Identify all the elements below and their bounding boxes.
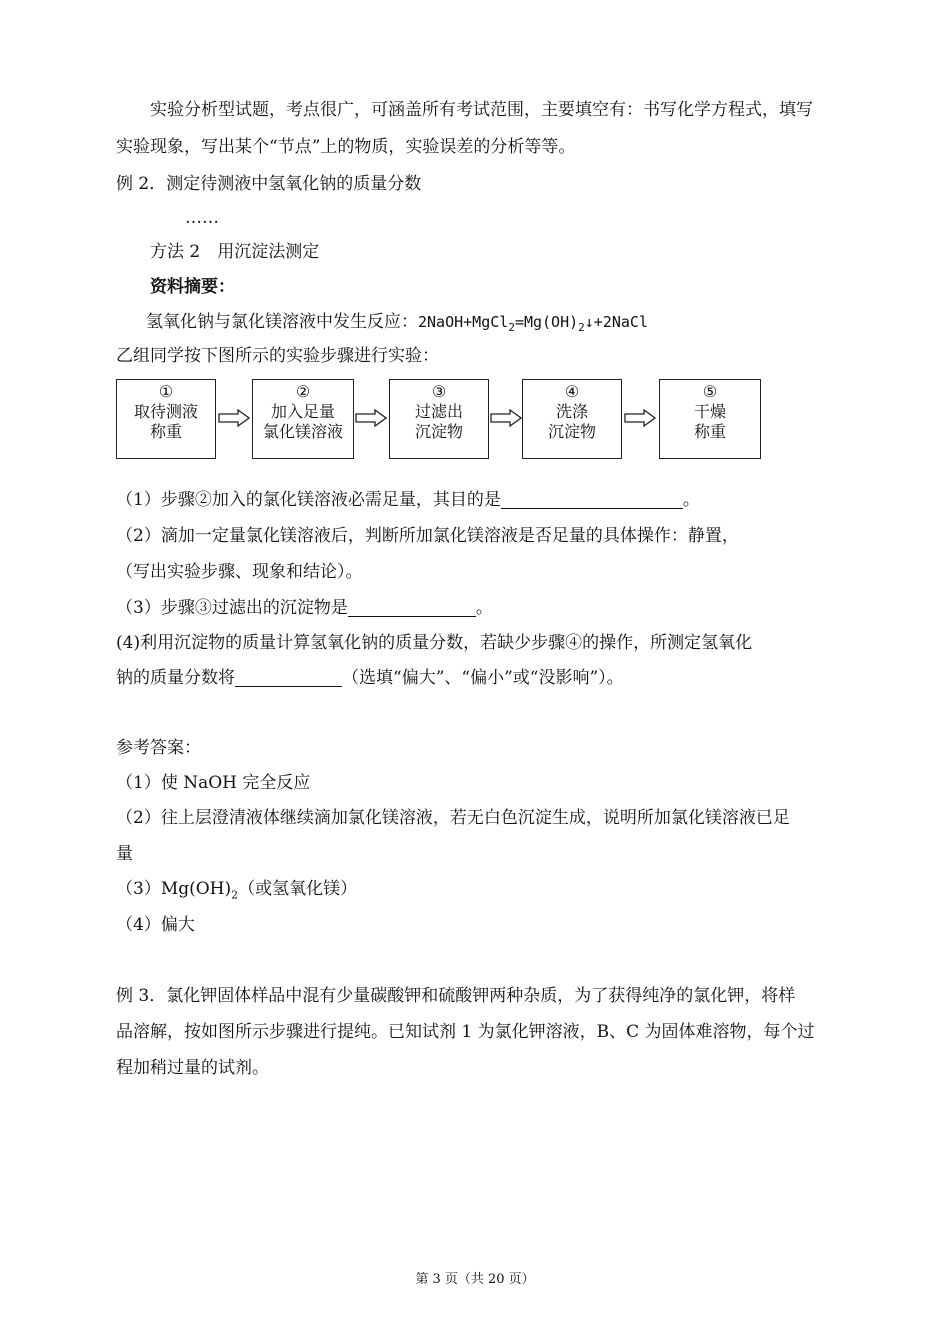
- step-label-line2: 称重: [149, 422, 182, 441]
- ellipsis: ……: [185, 208, 219, 228]
- reaction-line: [146, 310, 648, 340]
- question-4-line-1: (4)利用沉淀物的质量计算氢氧化钠的质量分数，若缺少步骤④的操作，所测定氢氧化: [116, 633, 753, 653]
- step-number: ①: [158, 382, 174, 401]
- answers-heading: 参考答案：: [116, 738, 201, 758]
- intro-line-2: 实验现象，写出某个“节点”上的物质，实验误差的分析等等。: [116, 137, 576, 157]
- question-2-line-1: （2）滴加一定量氯化镁溶液后，判断所加氯化镁溶液是否足量的具体操作：静置，: [116, 526, 739, 546]
- example3-line-3: 程加稍过量的试剂。: [116, 1058, 269, 1078]
- reaction-prefix: 氢氧化钠与氯化镁溶液中发生反应：: [146, 312, 418, 332]
- example3-line-2: 品溶解，按如图所示步骤进行提纯。已知试剂 1 为氯化钾溶液，B、C 为固体难溶物，每个过: [116, 1022, 815, 1042]
- step-number: ③: [431, 382, 447, 401]
- step-label-line1: 过滤出: [414, 402, 463, 421]
- group-text: 乙组同学按下图所示的实验步骤进行实验：: [116, 346, 439, 366]
- answer-4: （4）偏大: [116, 915, 195, 935]
- step-box-4: [522, 379, 622, 459]
- example3-line-1: 例 3．氯化钾固体样品中混有少量碳酸钾和硫酸钾两种杂质，为了获得纯净的氯化钾，将样: [116, 986, 796, 1006]
- arrow-right-icon: [624, 409, 656, 427]
- step-label-line2: 氯化镁溶液: [262, 422, 343, 441]
- step-label-line1: 加入足量: [270, 402, 335, 421]
- example2-title: 例 2．测定待测液中氢氧化钠的质量分数: [116, 174, 422, 194]
- question-1-text: （1）步骤②加入的氯化镁溶液必需足量，其目的是: [116, 490, 501, 510]
- step-number: ②: [295, 382, 311, 401]
- question-3: （3）步骤③过滤出的沉淀物是 。: [116, 598, 493, 618]
- method-heading: 方法 2 用沉淀法测定: [150, 242, 320, 262]
- step-label-line2: 沉淀物: [547, 422, 596, 441]
- question-4-line-2: 钠的质量分数将 （选填“偏大”、“偏小”或“没影响”）。: [116, 668, 624, 688]
- reaction-equation: $2NaOH+MgCl_2=Mg(OH)_2↓+2NaCl$: [418, 313, 648, 334]
- step-number: ⑤: [702, 382, 718, 401]
- answer-1: （1）使 NaOH 完全反应: [116, 773, 311, 793]
- arrow-right-icon: [490, 409, 522, 427]
- step-box-3: [389, 379, 489, 459]
- step-box-2: [252, 379, 354, 459]
- step-label-line1: 干燥: [693, 402, 726, 421]
- step-label-line1: 洗涤: [555, 402, 588, 421]
- step-label-line2: 称重: [693, 422, 726, 441]
- answer-blank: [348, 598, 476, 617]
- step-number: ④: [564, 382, 580, 401]
- arrow-right-icon: [355, 409, 387, 427]
- arrow-right-icon: [218, 409, 250, 427]
- answer-2-line-1: （2）往上层澄清液体继续滴加氯化镁溶液，若无白色沉淀生成，说明所加氯化镁溶液已足: [116, 808, 790, 828]
- info-heading: 资料摘要：: [150, 277, 235, 297]
- answer-blank: [501, 490, 683, 509]
- step-box-1: [116, 379, 216, 459]
- intro-line-1: 实验分析型试题，考点很广，可涵盖所有考试范围，主要填空有：书写化学方程式，填写: [150, 100, 813, 120]
- step-label-line1: 取待测液: [133, 402, 198, 421]
- question-1: （1）步骤②加入的氯化镁溶液必需足量，其目的是 。: [116, 490, 700, 510]
- question-3-text: （3）步骤③过滤出的沉淀物是: [116, 598, 348, 618]
- answer-3: $(3)Mg(OH)_2$（或氢氧化镁）: [116, 879, 358, 902]
- question-2-line-2: （写出实验步骤、现象和结论）。: [116, 562, 363, 582]
- step-label-line2: 沉淀物: [414, 422, 463, 441]
- answer-2-line-2: 量: [116, 844, 133, 864]
- page-footer: 第 3 页（共 20 页）: [415, 1272, 535, 1287]
- step-box-5: [659, 379, 761, 459]
- answer-blank: [235, 668, 342, 687]
